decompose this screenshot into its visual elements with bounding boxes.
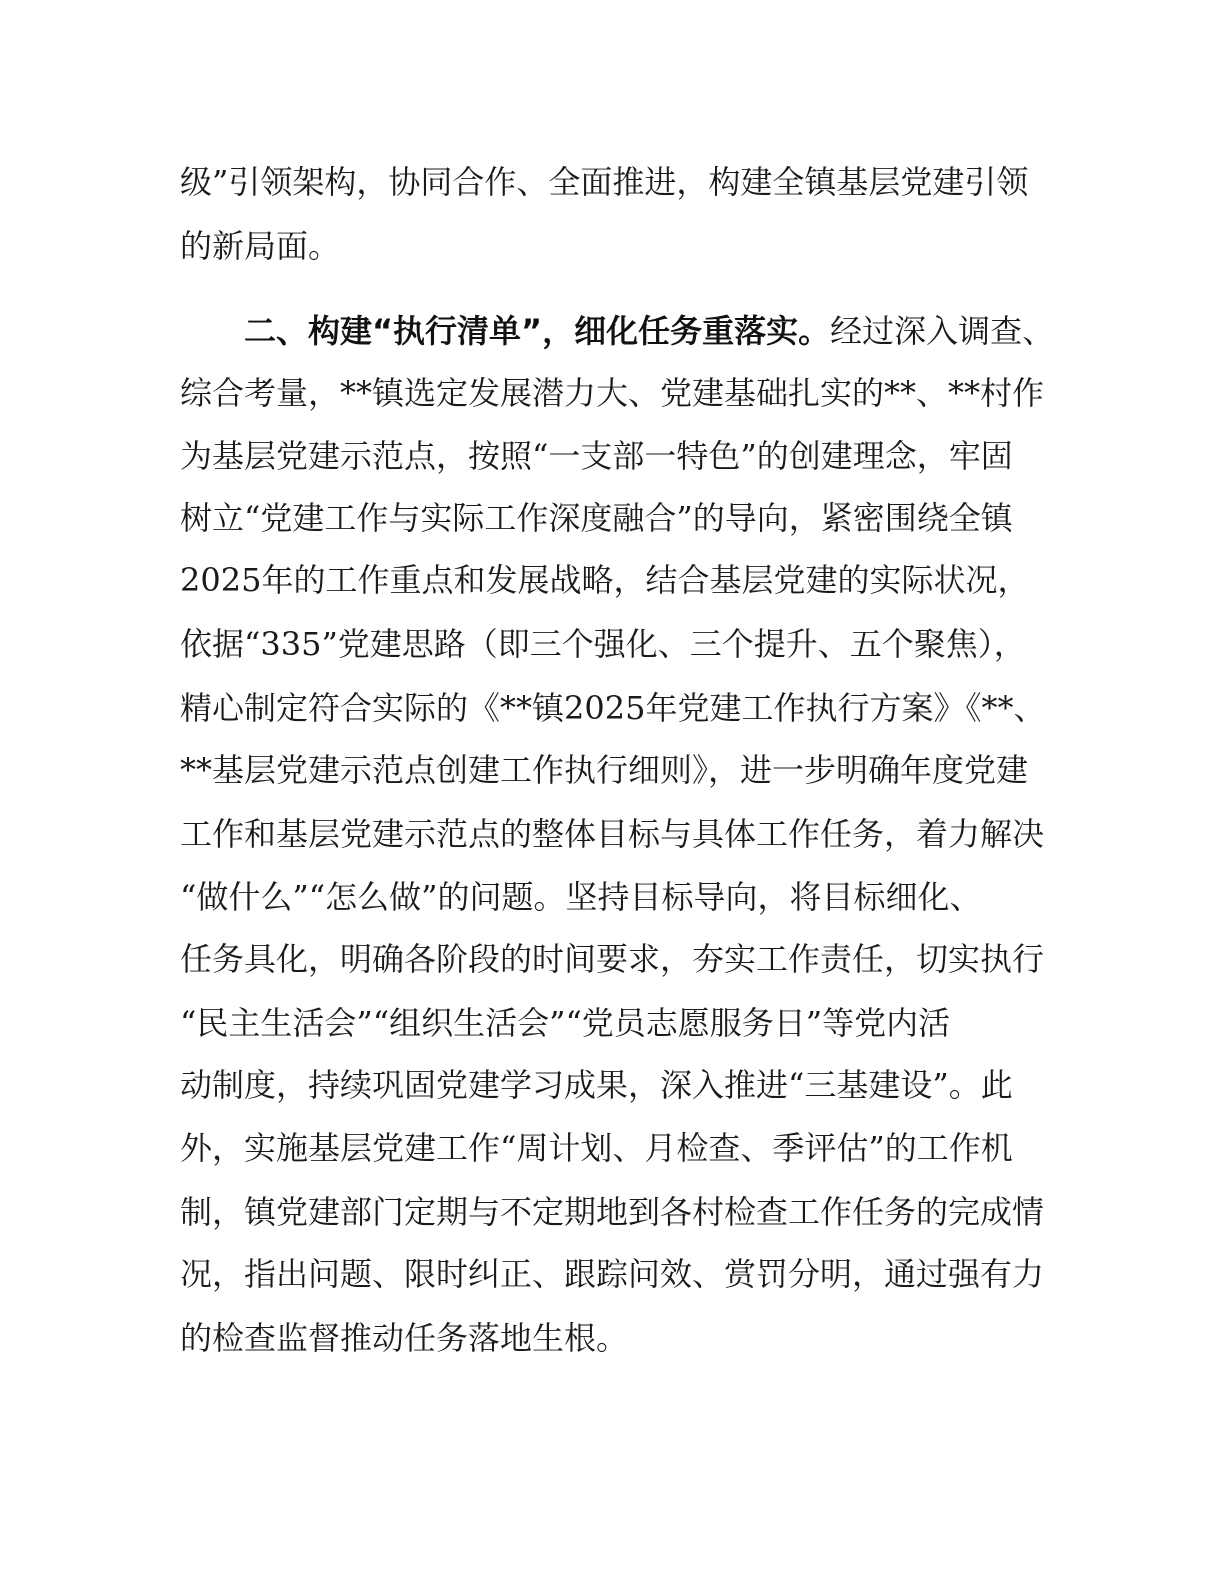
text-line-4: 综合考量，**镇选定发展潜力大、党建基础扎实的**、**村作 bbox=[180, 374, 1045, 412]
text-line-18: 况，指出问题、限时纠正、跟踪问效、赏罚分明，通过强有力 bbox=[180, 1255, 1045, 1293]
section-2-lead-text: 经过深入调查、 bbox=[830, 312, 1055, 350]
text-line-16: 外，实施基层党建工作“周计划、月检查、季评估”的工作机 bbox=[180, 1129, 1013, 1167]
text-line-12: “做什么”“怎么做”的问题。坚持目标导向，将目标细化、 bbox=[180, 878, 982, 916]
text-line-9: 精心制定符合实际的《**镇2025年党建工作执行方案》《**、 bbox=[180, 689, 1046, 727]
text-line-19: 的检查监督推动任务落地生根。 bbox=[180, 1319, 629, 1357]
section-2-first-line bbox=[244, 311, 1054, 351]
text-line-7: 2025年的工作重点和发展战略，结合基层党建的实际状况， bbox=[180, 561, 1030, 599]
section-heading: 二、构建“执行清单”，细化任务重落实。 bbox=[244, 312, 831, 350]
text-line-14: “民主生活会”“组织生活会”“党员志愿服务日”等党内活 bbox=[180, 1004, 951, 1042]
text-line-13: 任务具化，明确各阶段的时间要求，夯实工作责任，切实执行 bbox=[180, 940, 1045, 978]
text-line-6: 树立“党建工作与实际工作深度融合”的导向，紧密围绕全镇 bbox=[180, 499, 1013, 537]
text-line-5: 为基层党建示范点，按照“一支部一特色”的创建理念，牢固 bbox=[180, 437, 1013, 475]
text-line-2: 的新局面。 bbox=[180, 227, 341, 265]
text-line-15: 动制度，持续巩固党建学习成果，深入推进“三基建设”。此 bbox=[180, 1066, 1013, 1104]
text-line-17: 制，镇党建部门定期与不定期地到各村检查工作任务的完成情 bbox=[180, 1193, 1045, 1231]
text-line-11: 工作和基层党建示范点的整体目标与具体工作任务，着力解决 bbox=[180, 815, 1045, 853]
text-line-10: **基层党建示范点创建工作执行细则》，进一步明确年度党建 bbox=[180, 751, 1029, 789]
text-line-1: 级”引领架构，协同合作、全面推进，构建全镇基层党建引领 bbox=[180, 163, 1029, 201]
text-line-8: 依据“335”党建思路（即三个强化、三个提升、五个聚焦）， bbox=[180, 625, 1026, 663]
